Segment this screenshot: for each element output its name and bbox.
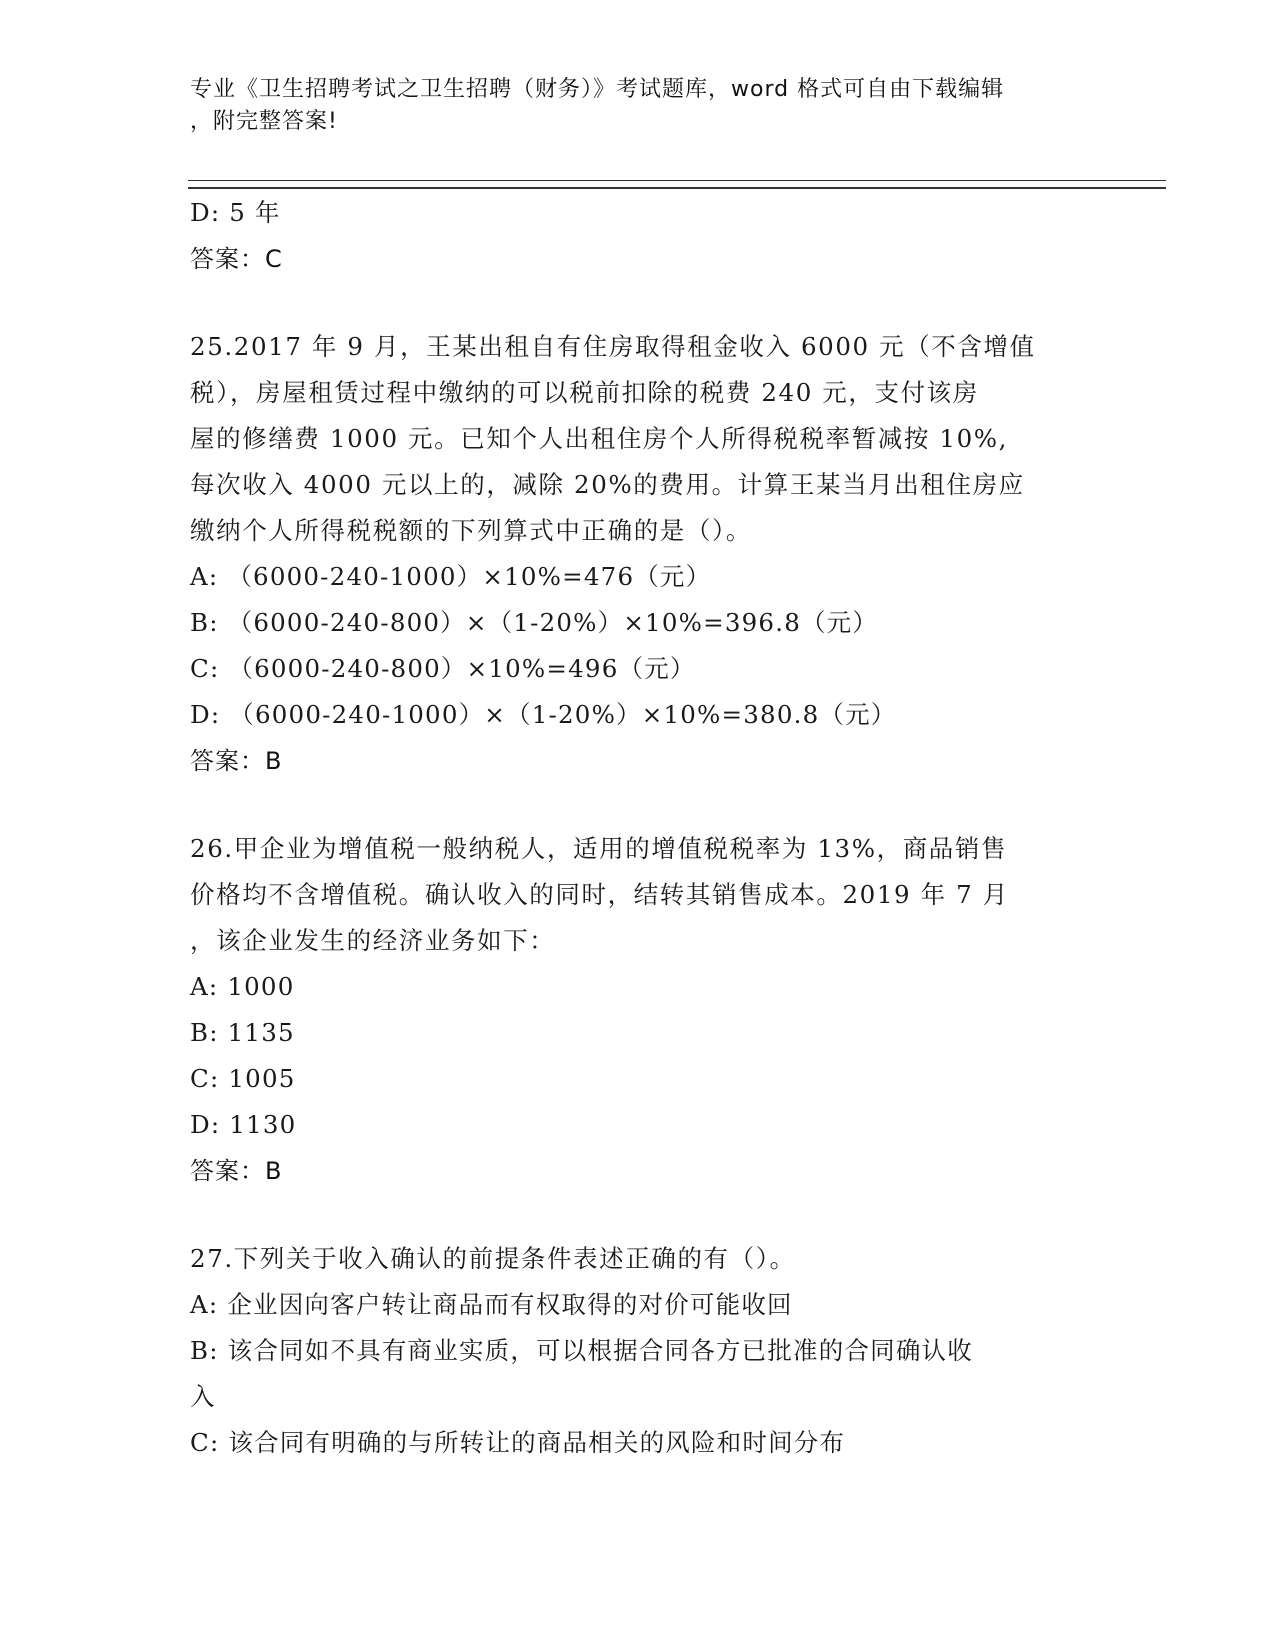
- question-25: [190, 324, 1090, 784]
- question-stem-line: 屋的修缮费 1000 元。已知个人出租住房个人所得税税率暂减按 10%,: [190, 424, 1009, 453]
- answer-line: 答案：C: [190, 245, 283, 273]
- option-b-continued: 入: [190, 1382, 216, 1411]
- answer-line: 答案：B: [190, 1157, 283, 1185]
- option-b: B: （6000-240-800）×（1-20%）×10%=396.8（元）: [190, 608, 879, 637]
- question-stem-line: 27.下列关于收入确认的前提条件表述正确的有（）。: [190, 1244, 796, 1273]
- question-stem-line: 26.甲企业为增值税一般纳税人，适用的增值税税率为 13%，商品销售: [190, 834, 1008, 863]
- spacer: [190, 784, 1090, 826]
- option-c: C: （6000-240-800）×10%=496（元）: [190, 654, 696, 683]
- header-line-1: 专业《卫生招聘考试之卫生招聘（财务）》考试题库，word 格式可自由下载编辑: [190, 77, 1005, 102]
- option-c: C: 1005: [190, 1064, 296, 1093]
- question-stem-line: 价格均不含增值税。确认收入的同时，结转其销售成本。2019 年 7 月: [190, 880, 1009, 909]
- question-stem-line: 缴纳个人所得税税额的下列算式中正确的是（）。: [190, 516, 752, 545]
- question-stem-line: 税），房屋租赁过程中缴纳的可以税前扣除的税费 240 元，支付该房: [190, 378, 979, 407]
- option-a: A: （6000-240-1000）×10%=476（元）: [190, 562, 712, 591]
- page-header: [190, 74, 1090, 138]
- header-line-2: ，附完整答案!: [190, 109, 338, 134]
- option-a: A: 企业因向客户转让商品而有权取得的对价可能收回: [190, 1290, 793, 1319]
- option-b: B: 1135: [190, 1018, 295, 1047]
- previous-question-tail: [190, 190, 1090, 282]
- answer-line: 答案：B: [190, 747, 283, 775]
- spacer: [190, 282, 1090, 324]
- question-stem-line: 每次收入 4000 元以上的，减除 20%的费用。计算王某当月出租住房应: [190, 470, 1025, 499]
- question-stem-line: 25.2017 年 9 月，王某出租自有住房取得租金收入 6000 元（不含增值: [190, 332, 1036, 361]
- question-26: [190, 826, 1090, 1194]
- option-a: A: 1000: [190, 972, 295, 1001]
- option-d: D: 1130: [190, 1110, 297, 1139]
- question-27: [190, 1236, 1090, 1466]
- option-d: D: （6000-240-1000）×（1-20%）×10%=380.8（元）: [190, 700, 897, 729]
- question-stem-line: ，该企业发生的经济业务如下：: [190, 926, 556, 955]
- spacer: [190, 1194, 1090, 1236]
- option-d: D: 5 年: [190, 198, 281, 227]
- option-c: C: 该合同有明确的与所转让的商品相关的风险和时间分布: [190, 1428, 846, 1457]
- option-b: B: 该合同如不具有商业实质，可以根据合同各方已批准的合同确认收: [190, 1336, 973, 1365]
- header-divider: [188, 180, 1166, 189]
- document-body: [190, 190, 1090, 1466]
